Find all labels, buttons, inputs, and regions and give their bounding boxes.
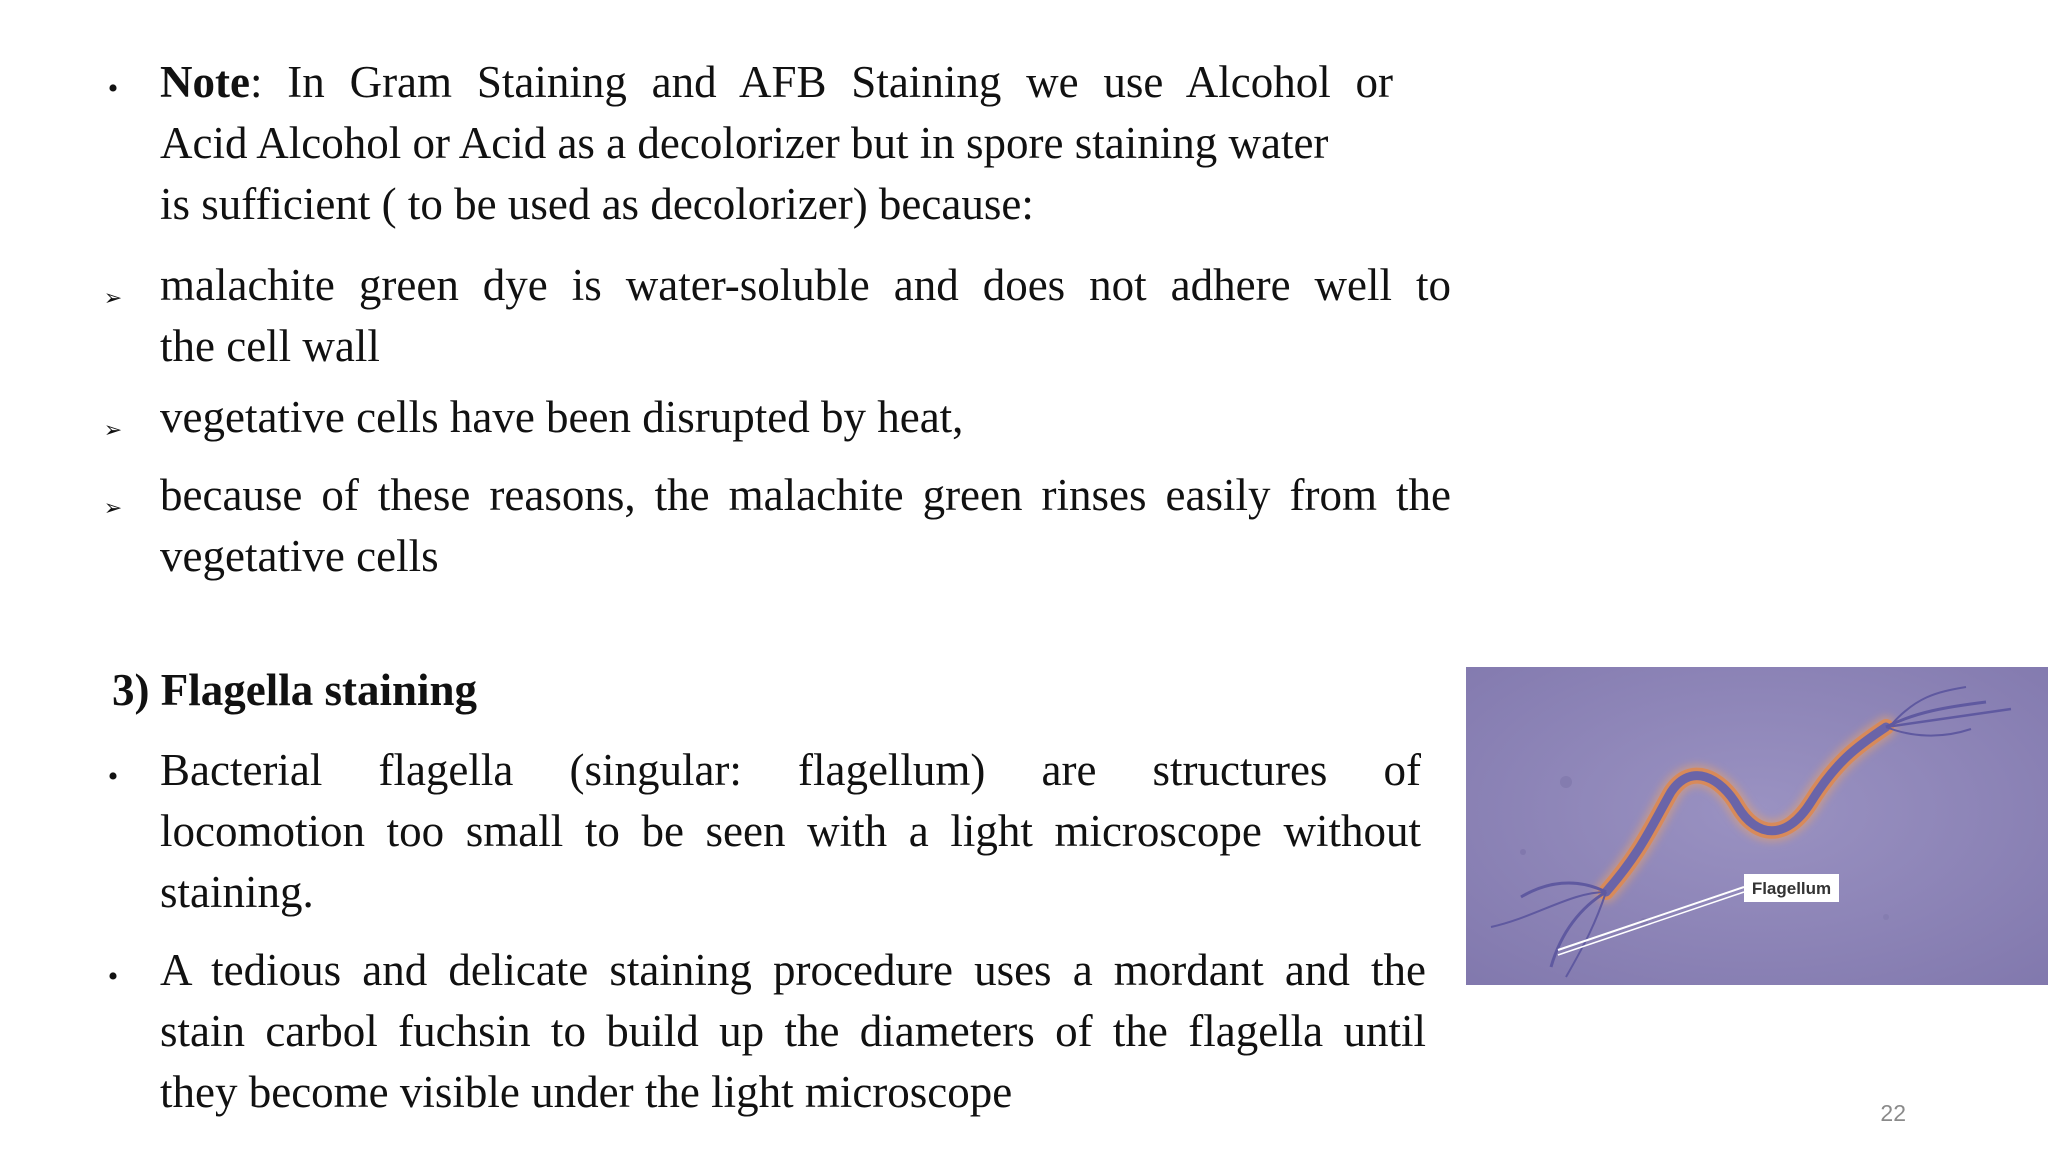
flagella-bullet-1-line-2: locomotion too small to be seen with a light microscope without	[160, 806, 1421, 856]
sub-bullet-1	[103, 255, 1451, 377]
flagella-bullet-1-line-1: Bacterial flagella (singular: flagellum) are structures of	[160, 745, 1421, 795]
note-line-1-text: : In Gram Staining and AFB Staining we use Alcohol or	[249, 57, 1393, 107]
flagella-bullet-2-line-1: A tedious and delicate staining procedure uses a mordant and the	[160, 945, 1426, 995]
flagellum-micrograph	[1466, 667, 2048, 985]
note-line-2: Acid Alcohol or Acid as a decolorizer but in spore staining water	[160, 118, 1329, 168]
arrow-bullet-icon: ➢	[103, 495, 123, 520]
sub-bullet-3	[103, 465, 1451, 587]
bullet-dot-icon: •	[107, 760, 119, 793]
speck	[1520, 849, 1526, 855]
note-bullet	[107, 52, 1393, 235]
sub-bullet-2	[103, 387, 1451, 448]
flagella-bullet-1	[107, 740, 1421, 923]
note-line-1	[160, 52, 1393, 113]
bullet-dot-icon: •	[107, 72, 119, 105]
sub-bullet-3-line-1: because of these reasons, the malachite green rinses easily from the	[160, 470, 1451, 520]
sub-bullet-3-line-2: vegetative cells	[160, 531, 439, 581]
arrow-bullet-icon: ➢	[103, 285, 123, 310]
note-line-3: is sufficient ( to be used as decolorizer) because:	[160, 179, 1034, 229]
speck	[1560, 776, 1572, 788]
flagellum-label: Flagellum	[1751, 879, 1832, 898]
arrow-bullet-icon: ➢	[103, 417, 123, 442]
page-number: 22	[1880, 1100, 1906, 1126]
sub-bullet-2-line-1: vegetative cells have been disrupted by heat,	[160, 392, 964, 442]
flagella-bullet-1-line-3: staining.	[160, 867, 314, 917]
section-heading: 3) Flagella staining	[112, 665, 478, 715]
flagella-bullet-2-line-3: they become visible under the light microscope	[160, 1067, 1013, 1117]
note-label: Note	[160, 57, 250, 107]
micrograph-svg	[1466, 667, 2048, 985]
bullet-dot-icon: •	[107, 960, 119, 993]
sub-bullet-1-line-1: malachite green dye is water-soluble and does not adhere well to	[160, 260, 1451, 310]
flagella-bullet-2-line-2: stain carbol fuchsin to build up the diameters of the flagella until	[160, 1006, 1426, 1056]
flagella-bullet-2	[107, 940, 1426, 1123]
sub-bullet-1-line-2: the cell wall	[160, 321, 380, 371]
speck	[1883, 914, 1889, 920]
